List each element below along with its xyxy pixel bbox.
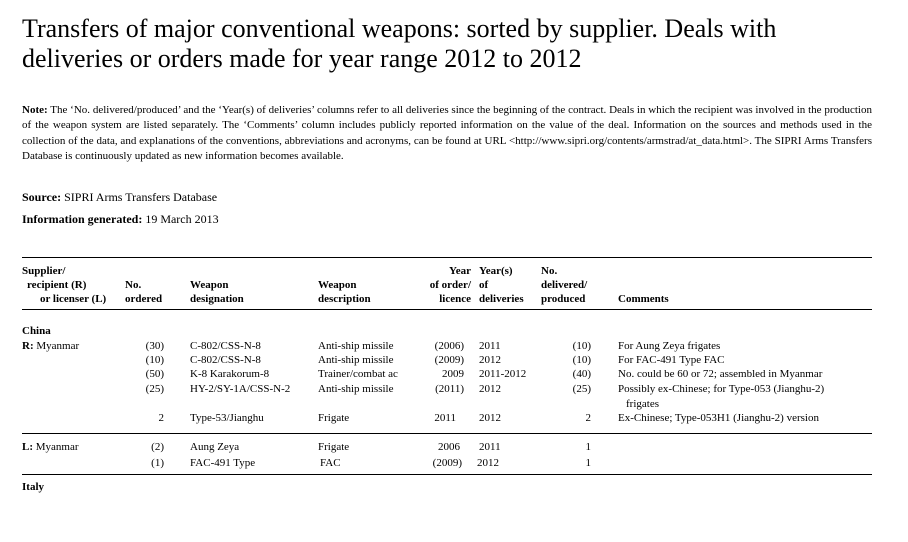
- cell-ordered: 2: [158, 412, 164, 424]
- source-label: Source:: [22, 190, 62, 204]
- cell-designation: Aung Zeya: [190, 441, 240, 453]
- cell-delivered: 1: [585, 441, 591, 453]
- header-year-order-line1: Year: [449, 265, 471, 277]
- cell-ordered: (25): [145, 383, 164, 395]
- header-supplier-line2: recipient (R): [27, 279, 87, 291]
- header-description-line1: Weapon: [318, 279, 357, 291]
- cell-year-order: (2009): [434, 354, 464, 366]
- cell-designation: C-802/CSS-N-8: [190, 340, 261, 352]
- cell-year-order: 2006: [438, 441, 460, 453]
- header-year-deliveries-line2: of: [479, 279, 489, 291]
- header-supplier-line3: or licenser (L): [40, 293, 107, 305]
- cell-designation: Type-53/Jianghu: [190, 412, 264, 424]
- header-ordered-line1: No.: [125, 279, 142, 291]
- header-ordered: [125, 278, 162, 306]
- header-delivered-line2: delivered/: [541, 279, 588, 291]
- cell-year-deliveries: 2012: [479, 354, 501, 366]
- cell-ordered: (2): [151, 441, 164, 453]
- cell-description: Anti-ship missile: [318, 354, 394, 366]
- cell-year-deliveries: 2012: [479, 412, 501, 424]
- cell-comments: For Aung Zeya frigates: [618, 340, 721, 352]
- note-text: The ‘No. delivered/produced’ and the ‘Year(s) of deliveries’ columns refer to all deliveries since the beginning of the contract. Deals in which the recipient was involved in the production of the weapon system are listed separately. The ‘Comments’ column includes publicly reported information on the value of the deal. Information on the sources and methods used in the collection of the data, and explanations of the conventions, abbreviations and acronyms, can be found at URL <http://www.sipri.org/contents/armstrad/at_data.html>. The SIPRI Arms Transfers Database is continuously updated as new information becomes available.: [22, 104, 872, 163]
- cell-description: Anti-ship missile: [318, 383, 394, 395]
- cell-year-order: (2009): [432, 457, 462, 469]
- header-year-order-line3: licence: [439, 293, 471, 305]
- cell-designation: C-802/CSS-N-8: [190, 354, 261, 366]
- cell-description: FAC: [320, 457, 341, 469]
- header-year-deliveries: [479, 264, 524, 306]
- note-label: Note:: [22, 104, 48, 116]
- cell-delivered: 1: [585, 457, 591, 469]
- cell-delivered: (25): [572, 383, 591, 395]
- recipient-name: Myanmar: [33, 340, 80, 352]
- cell-year-deliveries: 2011: [479, 340, 501, 352]
- recipient-myanmar: [22, 339, 79, 353]
- generated-value: 19 March 2013: [142, 212, 219, 226]
- cell-description: Trainer/combat ac: [318, 368, 398, 380]
- cell-comments: Possibly ex-Chinese; for Type-053 (Jianghu-2): [618, 383, 825, 395]
- cell-delivered: (40): [572, 368, 591, 380]
- cell-delivered: (10): [572, 354, 591, 366]
- note-paragraph: [22, 103, 872, 165]
- header-comments: [618, 292, 669, 306]
- source-line: [22, 190, 217, 205]
- cell-comments: For FAC-491 Type FAC: [618, 354, 725, 366]
- recipient-prefix: R:: [22, 340, 34, 352]
- cell-year-deliveries: 2011: [479, 441, 501, 453]
- cell-designation: FAC-491 Type: [190, 457, 256, 469]
- cell-year-order: (2011): [435, 383, 464, 395]
- page-title: Transfers of major conventional weapons: sorted by supplier. Deals with deliveries or orders made for year range 2012 to 2012: [22, 14, 777, 73]
- licenser-name: Myanmar: [33, 441, 79, 453]
- generated-line: [22, 212, 219, 227]
- header-delivered-line1: No.: [541, 265, 558, 277]
- cell-year-deliveries: 2012: [479, 383, 501, 395]
- group-divider-rule-2: [22, 474, 872, 475]
- cell-year-order: 2009: [442, 368, 464, 380]
- cell-ordered: (30): [145, 340, 164, 352]
- header-description-line2: description: [318, 293, 371, 305]
- cell-comments-continued: frigates: [626, 398, 659, 410]
- header-supplier-line1: Supplier/: [22, 265, 66, 277]
- cell-delivered: 2: [585, 412, 591, 424]
- header-bottom-rule: [22, 309, 872, 310]
- cell-ordered: (50): [145, 368, 164, 380]
- group-divider-rule: [22, 433, 872, 434]
- header-weapon-designation: [190, 278, 244, 306]
- licenser-myanmar: [22, 440, 79, 454]
- supplier-italy: Italy: [22, 481, 44, 493]
- header-year-deliveries-line3: deliveries: [479, 293, 524, 305]
- cell-designation: HY-2/SY-1A/CSS-N-2: [190, 383, 291, 395]
- table-top-rule: [22, 257, 872, 258]
- cell-designation: K-8 Karakorum-8: [190, 368, 270, 380]
- cell-description: Frigate: [318, 412, 350, 424]
- cell-year-deliveries: 2012: [477, 457, 499, 469]
- header-designation-line2: designation: [190, 293, 244, 305]
- header-ordered-line2: ordered: [125, 293, 163, 305]
- cell-description: Anti-ship missile: [318, 340, 394, 352]
- cell-ordered: (10): [145, 354, 164, 366]
- cell-ordered: (1): [151, 457, 164, 469]
- cell-comments: No. could be 60 or 72; assembled in Myanmar: [618, 368, 823, 380]
- supplier-china: China: [22, 325, 51, 337]
- header-year-deliveries-line1: Year(s): [479, 265, 513, 277]
- header-weapon-description: [318, 278, 371, 306]
- cell-year-deliveries: 2011-2012: [479, 368, 527, 380]
- cell-year-order: 2011: [434, 412, 456, 424]
- cell-comments: Ex-Chinese; Type-053H1 (Jianghu-2) version: [618, 412, 819, 424]
- header-designation-line1: Weapon: [190, 279, 229, 291]
- cell-year-order: (2006): [434, 340, 464, 352]
- source-value: SIPRI Arms Transfers Database: [61, 190, 218, 204]
- cell-delivered: (10): [572, 340, 591, 352]
- header-supplier: [22, 264, 106, 306]
- generated-label: Information generated:: [22, 212, 143, 226]
- header-year-order-line2: of order/: [429, 279, 471, 291]
- header-comments-line1: Comments: [618, 293, 669, 305]
- cell-description: Frigate: [318, 441, 350, 453]
- licenser-prefix: L:: [22, 441, 33, 453]
- header-delivered-line3: produced: [541, 293, 586, 305]
- header-delivered: [541, 264, 587, 306]
- header-year-order: [414, 264, 471, 306]
